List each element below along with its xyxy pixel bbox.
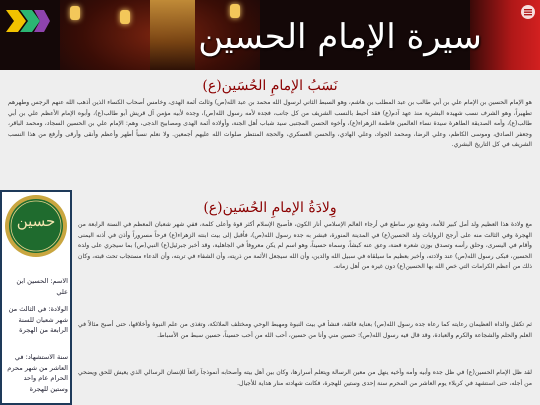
lantern-icon: [120, 10, 130, 24]
birth-paragraph-2: ثم تكفل والداه العظيمان رعايته كما رعاه جده رسول الله(ص) بعناية فائقة، فنشأ في بيت النبوة ومهبط الوحي ومختلف الملائكة، وتغذى من علم النبوة وأخلاقها، حتى أصبح مثالاً في العلم والحلم والشجاعة والكرم والعبادة، وقد قال فيه رسول الله(ص): حسين مني وأنا من حسين، أحب الله من أحب حسيناً، حسين سبط من الأسباط.: [78, 321, 532, 339]
site-logo-icon[interactable]: [4, 6, 50, 36]
emblem-calligraphy: حسين: [16, 212, 56, 230]
header-title: سيرة الإمام الحسين: [198, 17, 482, 57]
lantern-icon: [70, 6, 80, 20]
info-sidebar: [0, 190, 72, 405]
birth-title: وِلادَةُ الإمامِ الحُسَين(ع): [203, 200, 337, 216]
birth-paragraph-3: لقد ظل الإمام الحسين(ع) في ظل جده وأبيه وأمه وأخيه ينهل من معين الرسالة ويتعلم أسرارها، وكان بين أهل بيته وأصحابه أنموذجاً رائعاً للإنسان الرسالي الذي يعيش للحق ويضحي من أجله، حتى استشهد في كربلاء يوم العاشر من المحرم سنة إحدى وستين للهجرة، فكانت شهادته منار هداية للأجيال.: [78, 369, 532, 387]
birth-paragraph-1: مع ولادة هذا العظيم ولد أمل كبير للأمة، وشع نور ساطع في أرجاء العالم الإسلامي أنار الكون، فأصبح الإسلام أكثر قوة وأعلى كلمة، ففي شهر شعبان المعظم في السنة الرابعة من الهجرة وفي الثالث منه على أرجح الروايات ولد الحسين(ع) في المدينة المنورة، فبشر به جده رسول الله(ص)، فأقبل إلى بيت ابنته الزهراء(ع) فرحاً مسروراً وأذن في أذنه اليمنى وأقام في اليسرى، وحلق رأسه وتصدق بوزن شعره فضة، وعق عنه كبشاً، وسماه حسيناً، وهو اسم لم يكن معروفاً في الجاهلية، وقد أخبر جبرئيل(ع) النبي(ص) بما سيجري على ولده الحسين، فبكى رسول الله(ص) عند ولادته، وأخبر بعظيم ما سيلقاه في سبيل الله والدين، وأن الله سيجعل الأئمة من ذريته، وأن الشفاء في تربته، وأن الدعاء مستجاب تحت قبته، وكان ذلك من أعظم الكرامات التي خص الله بها الحسين(ع) دون غيره من أهل زمانه.: [78, 221, 532, 271]
menu-icon[interactable]: [520, 4, 536, 20]
lineage-paragraph: هو الإمام الحسين بن الإمام علي بن أبي طالب بن عبد المطلب بن هاشم، وهو السبط الثاني لرسول الله محمد بن عبد الله(ص) وثالث أئمة الهدى، وخامس أصحاب الكساء الذين أذهب الله عنهم الرجس وطهرهم تطهيراً، وهو الشرف نسب شهيده البشرية منذ عهد آدم(ع) فقد أحيط بالنسب الشريف من كل جانب، فجده لأمه رسول الله(ص)، وجده لأبيه مؤمن آل قريش أبو طالب(ع)، وأبوه الإمام الأعظم علي بن أبي طالب(ع)، وأمه الصديقة الطاهرة سيدة نساء العالمين فاطمة الزهراء(ع)، وأخوه الحسن المجتبى سيد شباب أهل الجنة، وأولاده أئمة الهدى ومصابيح الدجى، وهم: الإمام علي بن الحسين السجاد، ومحمد الباقر، وجعفر الصادق، وموسى الكاظم، وعلي الرضا، ومحمد الجواد، وعلي الهادي، والحسن العسكري، والحجة المنتظر صلوات الله عليهم أجمعين. ولا نعلم نسباً أطهر وأعظم وأنقى وأرقى وأرفع من هذا النسب الشريف في كل التاريخ البشري.: [8, 99, 532, 149]
lineage-title: نَسَبُ الإمامِ الحُسَين(ع): [202, 78, 338, 94]
sidebar-martyrdom-line: سنة الاستشهاد: في العاشر من شهر محرم الحرام عام واحد وستين للهجرة: [7, 353, 68, 393]
sidebar-birth-line: الولادة: في الثالث من شهر شعبان للسنة الرابعة من الهجرة: [8, 305, 68, 334]
main-content: [0, 70, 540, 405]
sidebar-name-line: الاسم: الحسين ابن علي: [16, 277, 68, 296]
site-header: [0, 0, 540, 70]
